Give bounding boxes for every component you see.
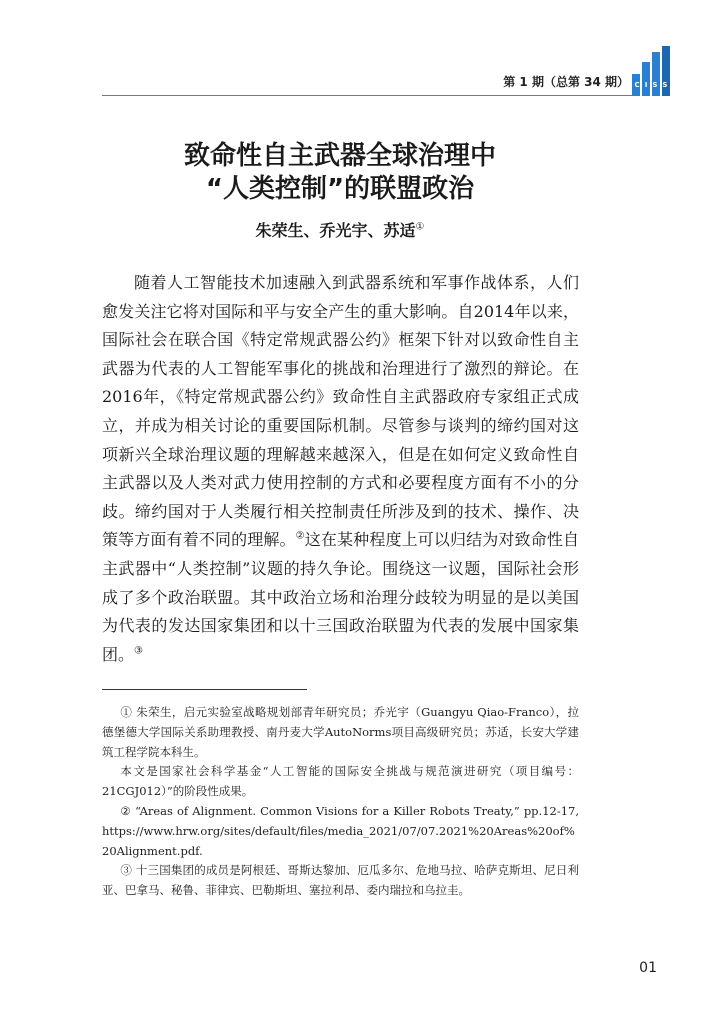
issue-label: 第 1 期（总第 34 期） xyxy=(503,75,629,89)
footnote-2-link[interactable]: https://www.hrw.org/sites/default/files/media_2021/07/07.2021%20Areas%20of%20Alignment.pdf. xyxy=(102,823,575,858)
footnote-1: ① 朱荣生，启元实验室战略规划部青年研究员；乔光宇（Guangyu Qiao-Franco），拉德堡德大学国际关系助理教授、南丹麦大学AutoNorms项目高级研究员；苏适，长安大学建筑工程学院本科生。 xyxy=(102,705,579,759)
footnote-2-text: ② “Areas of Alignment. Common Visions for a Killer Robots Treaty,” pp.12-17, xyxy=(120,803,579,818)
title-line-1: 致命性自主武器全球治理中 xyxy=(183,141,496,171)
footnote-ref[interactable]: ① xyxy=(415,221,425,233)
footnote-ref[interactable]: ③ xyxy=(134,645,143,657)
logo-letter: S xyxy=(662,81,668,89)
article-title xyxy=(0,140,680,206)
body-text-part-2: 这在某种程度上可以归结为对致命性自主武器中“人类控制”议题的持久争论。围绕这一议题，国际社会形成了多个政治联盟。其中政治立场和治理分歧较为明显的是以美国为代表的发达国家集团和以十三国政治联盟为代表的发展中国家集团。 xyxy=(102,530,579,664)
logo-letter: S xyxy=(652,81,658,89)
body-paragraph xyxy=(102,269,579,669)
authors-text: 朱荣生、乔光宇、苏适 xyxy=(255,221,416,240)
article-authors xyxy=(0,218,680,241)
logo-letter: C xyxy=(634,81,640,89)
footnote-divider xyxy=(102,689,307,690)
footnote-3: ③ 十三国集团的成员是阿根廷、哥斯达黎加、厄瓜多尔、危地马拉、哈萨克斯坦、尼日利亚、巴拿马、秘鲁、菲律宾、巴勒斯坦、塞拉利昂、委内瑞拉和乌拉圭。 xyxy=(102,863,579,898)
logo-letters xyxy=(632,80,670,90)
footnote-funding: 本文是国家社会科学基金“人工智能的国际安全挑战与规范演进研究（项目编号：21CGJ012）”的阶段性成果。 xyxy=(102,764,579,799)
logo-letter: I xyxy=(644,81,648,89)
logo-bar xyxy=(642,62,650,96)
page-number: 01 xyxy=(639,960,657,976)
footnote-ref[interactable]: ② xyxy=(295,531,305,543)
title-line-2: “人类控制”的联盟政治 xyxy=(205,174,475,204)
body-text-part-1: 随着人工智能技术加速融入到武器系统和军事作战体系，人们愈发关注它将对国际和平与安全产生的重大影响。自2014年以来，国际社会在联合国《特定常规武器公约》框架下针对以致命性自主武器为代表的人工智能军事化的挑战和治理进行了激烈的辩论。在2016年，《特定常规武器公约》致命性自主武器政府专家组正式成立，并成为相关讨论的重要国际机制。尽管参与谈判的缔约国对这项新兴全球治理议题的理解越来越深入，但是在如何定义致命性自主武器以及人类对武力使用控制的方式和必要程度方面有不小的分歧。缔约国对于人类履行相关控制责任所涉及到的技术、操作、决策等方面有着不同的理解。 xyxy=(102,273,579,550)
header-divider xyxy=(102,95,632,96)
footnote-2 xyxy=(102,802,579,861)
footnotes xyxy=(102,703,579,901)
